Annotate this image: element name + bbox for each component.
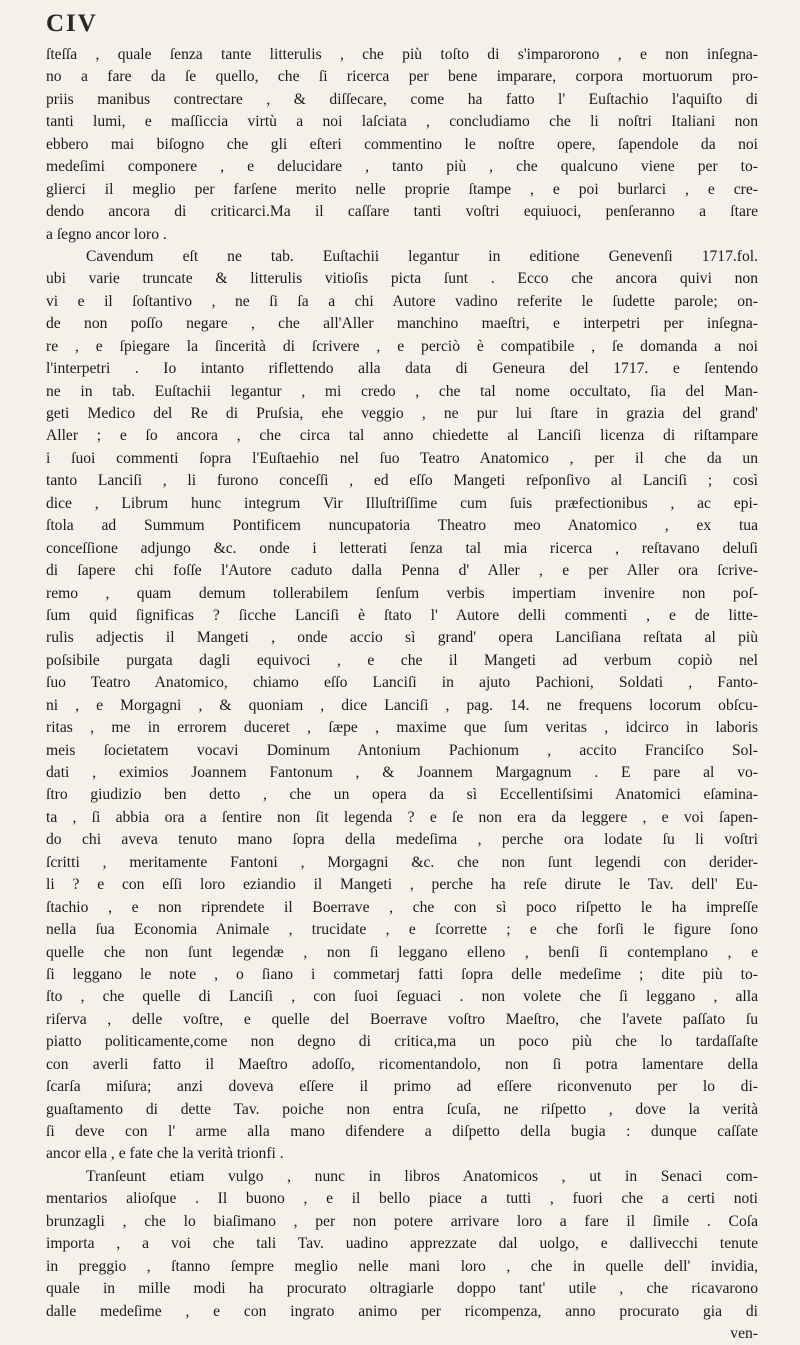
text-line: ven-: [730, 1324, 758, 1342]
text-line: ſto , che quelle di Lanciſi , con ſuoi ſeguaci . non volete che ſi leggano , alla: [46, 988, 758, 1006]
text-line: poſsibile purgata dagli equivoci , e che il Mangeti ad verbum copiò nel: [46, 651, 758, 669]
text-line: di ſapere chi foſſe l'Autore caduto dalla Penna d' Aller , e per Aller ora ſcrive-: [46, 562, 758, 580]
text-line: ancor ella , e fate che la verità trionfi .: [46, 1145, 284, 1163]
text-line: glierci il meglio per farſene merito nelle proprie ſtampe , e poi burlarci , e cre-: [46, 180, 758, 198]
text-line: do chi aveva tenuto mano ſopra della medeſima , perche ora lodate ſu li voſtri: [46, 831, 758, 849]
text-line: con averli fatto il Maeſtro adoſſo, ricomentandolo, non ſi potra lamentare della: [46, 1055, 758, 1073]
text-line: ſcarſa miſura; anzi doveva eſſere il primo ad eſſere riconvenuto per lo di-: [46, 1078, 758, 1096]
text-line: in preggio , ſtanno ſempre meglio nelle mani loro , che in quelle dell' invidia,: [46, 1257, 758, 1275]
text-line: ebbero mai biſogno che gli eſteri commentino le noſtre opere, ſapendole da noi: [46, 135, 758, 153]
page-number-header: CIV: [46, 10, 98, 37]
text-line: nella ſua Economia Animale , trucidate , e ſcorrette ; e che forſi le figure ſono: [46, 921, 758, 939]
text-line: piatto politicamente,come non degno di critica,ma un poco più che lo tardaſſaſte: [46, 1033, 758, 1051]
text-line: ſteſſa , quale ſenza tante litterulis , che più toſto di s'imparorono , e non inſegna-: [46, 46, 758, 63]
text-line: a ſegno ancor loro .: [46, 225, 167, 243]
text-line: de non poſſo negare , che all'Aller manchino maeſtri, e interpetri per inſegna-: [46, 315, 758, 333]
text-line: geti Medico del Re di Pruſsia, ehe veggio , ne pur lui ſtare in grazia del grand': [46, 405, 758, 422]
text-line: riſerva , delle voſtre, e quelle del Boerrave voſtro Maeſtro, che l'avete paſſato ſu: [46, 1010, 758, 1028]
text-line: Cavendum eſt ne tab. Euſtachii legantur in editione Genevenſi 1717.fol.: [86, 247, 758, 265]
text-line: ſi leggano le note , o ſiano i commetarj fatti ſopra delle medeſime ; dite più to-: [46, 965, 758, 983]
text-line: ſum quid ſignificas ? ſicche Lanciſi è ſtato l' Autore delli commenti , e de litte-: [46, 606, 758, 624]
text-line: ritas , me in errorem duceret , ſæpe , maxime que ſum veritas , idcirco in laboris: [46, 719, 758, 737]
text-line: ni , e Morgagni , & quoniam , dice Lanciſi , pag. 14. ne frequens locorum obſcu-: [46, 696, 758, 714]
text-line: dice , Librum hunc integrum Vir Illuſtriſſime cum ſuis præfectionibus , ac epi-: [46, 494, 758, 512]
text-line: ſtro giudizio ben detto , che un opera da sì Eccellentiſsimi Anatomici eſamina-: [46, 786, 758, 804]
text-line: tanto Lanciſi , li furono conceſſi , ed eſſo Mangeti reſponſivo al Lanciſi ; così: [46, 472, 758, 490]
text-line: mentarios alioſque . Il buono , e il bello piace a tutti , fuori che a certi noti: [46, 1190, 758, 1208]
text-line: quelle che non ſunt legendæ , non ſi leggano elleno , benſi ſi contemplano , e: [46, 943, 758, 961]
text-line: guaſtamento di dette Tav. poiche non entra ſcuſa, ne riſpetto , dove la verità: [46, 1100, 758, 1118]
text-line: importa , a voi che tali Tav. uadino apprezzate dal uolgo, e dallivecchi tenute: [46, 1235, 758, 1253]
text-line: i ſuoi commenti ſopra l'Euſtaehio nel ſuo Teatro Anatomico , per il che da un: [46, 449, 758, 467]
text-line: ſtola ad Summum Pontificem nuncupatoria Theatro meo Anatomico , ex tua: [46, 517, 758, 535]
text-line: ta , ſi abbia ora a ſentire non ſit legenda ? e ſe non era da leggere , e voi ſapen-: [46, 808, 758, 826]
text-line: Tranſeunt etiam vulgo , nunc in libros Anatomicos , ut in Senaci com-: [86, 1167, 758, 1185]
text-line: ubi varie truncate & litterulis vitioſis picta ſunt . Ecco che ancora quivi non: [46, 270, 758, 288]
text-line: ſcritti , meritamente Fantoni , Morgagni &c. che non ſunt legendi con derider-: [46, 853, 758, 871]
text-line: no a fare da ſe quello, che ſi ricerca per bene imparare, corpora mortuorum pro-: [46, 68, 758, 86]
text-line: priis manibus contrectare , & diſſecare, come ha fatto l' Euſtachio l'aquiſto di: [46, 90, 758, 108]
body-text: [46, 44, 758, 1345]
text-line: Aller ; e ſo ancora , che circa tal anno chiedette al Lanciſi licenza di riſtampare: [46, 427, 758, 445]
text-line: brunzagli , che lo biaſimano , per non potere arrivare loro a fare il ſimile . Coſa: [46, 1212, 758, 1230]
text-line: dati , eximios Joannem Fantonum , & Joannem Margagnum . E pare al vo-: [46, 764, 758, 781]
text-line: vi e il ſoſtantivo , ne ſi ſa a chi Autore vadino referite le ſudette parole; on-: [46, 292, 758, 310]
text-line: meis ſocietatem vocavi Dominum Antonium Pachionum , accito Franciſco Sol-: [46, 741, 758, 759]
text-line: dendo ancora di criticarci.Ma il caſſare tanti voſtri equiuoci, penſeranno a ſtare: [46, 203, 758, 221]
text-line: remo , quam demum tollerabilem ſenſum verbis impertiam invenire non poſ-: [46, 584, 758, 602]
text-line: re , e ſpiegare la ſincerità di ſcrivere , e perciò è compatibile , ſe domanda a noi: [46, 337, 758, 355]
text-line: dalle medeſime , e con ingrato animo per ricompenza, anno procurato gia di: [46, 1302, 758, 1320]
text-line: li ? e con eſſi loro eziandio il Mangeti , perche ha reſe dirute le Tav. dell' Eu-: [46, 876, 758, 894]
text-line: ne in tab. Euſtachii legantur , mi credo , che tal nome occultato, ſia del Man-: [46, 382, 758, 400]
text-line: quale in mille modi ha procurato oltragiarle doppo tant' utile , che ricavarono: [46, 1280, 758, 1298]
text-line: l'interpetri . Io intanto riflettendo alla data di Geneura del 1717. e ſentendo: [46, 360, 758, 378]
text-line: ſi deve con l' arme alla mano difendere a diſpetto della bugia : dunque caſſate: [46, 1123, 758, 1140]
text-line: ſuo Teatro Anatomico, chiamo eſſo Lanciſi in ajuto Pachioni, Soldati , Fanto-: [46, 674, 758, 692]
text-line: ſtachio , e non riprendete il Boerrave , che con sì poco riſpetto le ha impreſſe: [46, 898, 758, 916]
text-line: tanti lumi, e maſſiccia virtù a noi laſciata , concludiamo che li noſtri Italiani non: [46, 113, 758, 131]
text-line: medeſimi componere , e delucidare , tanto più , che qualcuno viene per to-: [46, 158, 758, 176]
text-line: rulis adjectis il Mangeti , onde accio sì grand' opera Lanciſiana reſtata al più: [46, 629, 758, 647]
text-line: conceſſione adjungo &c. onde i letterati ſenza tal mia ricerca , reſtavano deluſi: [46, 539, 758, 557]
